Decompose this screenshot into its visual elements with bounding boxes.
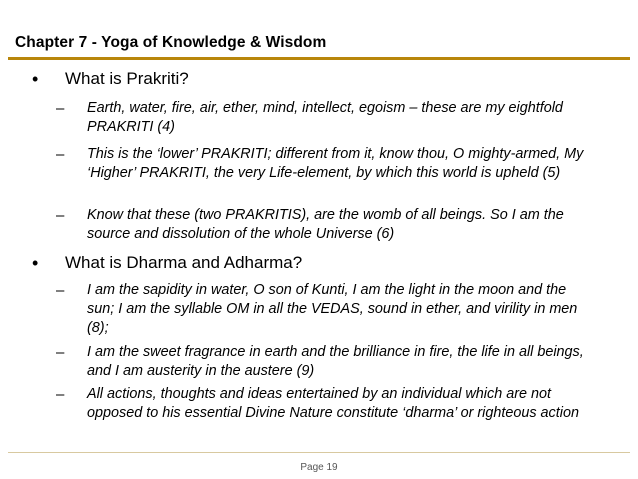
point-text: All actions, thoughts and ideas entertained by an individual which are not opposed to his essential Divine Nature constitute ‘dharma’ or righteous action	[87, 386, 579, 421]
question-prakriti: What is Prakriti?	[65, 69, 189, 88]
footer-divider	[8, 452, 630, 453]
page-number: Page 19	[300, 462, 338, 473]
point-text: I am the sweet fragrance in earth and the brilliance in fire, the life in all beings, and I am austerity in the austere (9)	[87, 344, 584, 379]
point-text: I am the sapidity in water, O son of Kunti, I am the light in the moon and the sun; I am the syllable OM in all the VEDAS, sound in ether, and virility in men (8);	[87, 282, 578, 336]
dash-marker: –	[56, 282, 65, 299]
dash-marker: –	[56, 386, 65, 403]
question-dharma: What is Dharma and Adharma?	[65, 253, 303, 272]
dash-marker: –	[56, 207, 65, 224]
point-text: Know that these (two PRAKRITIS), are the womb of all beings. So I am the source and dissolution of the whole Universe (6)	[87, 207, 564, 242]
bullet-marker: •	[32, 253, 39, 273]
point-text: This is the ‘lower’ PRAKRITI; different from it, know thou, O mighty-armed, My ‘Higher’ PRAKRITI, the very Life-element, by which this world is upheld (5)	[87, 146, 584, 181]
point-text: Earth, water, fire, air, ether, mind, intellect, egoism – these are my eightfold PRAKRITI (4)	[87, 100, 563, 135]
page-title: Chapter 7 - Yoga of Knowledge & Wisdom	[15, 34, 327, 51]
dash-marker: –	[56, 100, 65, 117]
dash-marker: –	[56, 344, 65, 361]
bullet-marker: •	[32, 69, 39, 89]
header-divider	[8, 57, 630, 60]
dash-marker: –	[56, 146, 65, 163]
